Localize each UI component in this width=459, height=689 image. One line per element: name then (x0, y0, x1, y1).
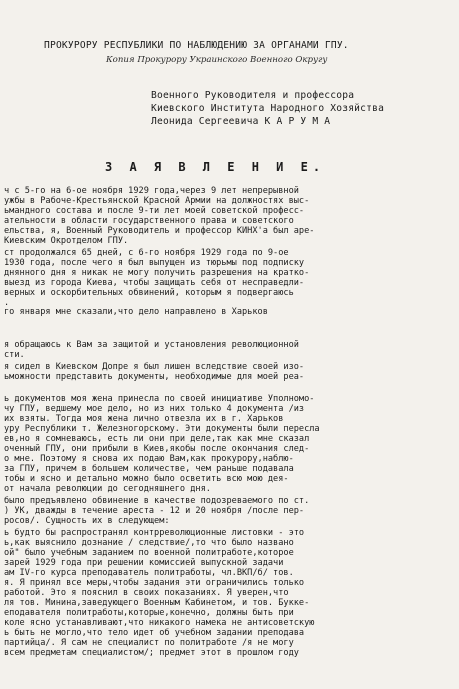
body-line: я обращаюсь к Вам за защитой и установления революционной (4, 340, 299, 350)
body-line: коле ясно устанавливают,что никакого намека не антисоветскую (4, 618, 315, 628)
body-line: ст продолжался 65 дней, с 6-го ноября 1929 года по 9-ое (4, 248, 289, 258)
body-line: днянного дня я никак не могу получить разрешения на кратко- (4, 268, 310, 278)
body-line: ь быть не могло,что тело идет об учебном задании преподава (4, 628, 305, 638)
body-line: всем предметам специалистом/; предмет этот в прошлом году (4, 648, 299, 658)
body-line: было предъявлено обвинение в качестве подозреваемого по ст. (4, 496, 310, 506)
body-line: тобы и ясно и детально можно было осветить всю мою дея- (4, 474, 289, 484)
body-line: я сидел в Киевском Допре я был лишен вследствие своей изо- (4, 362, 305, 372)
body-line: ательности в области государственного права и советского (4, 216, 294, 226)
sender-line-1: Военного Руководителя и профессора (151, 90, 355, 101)
body-line: ев,но я сомневаюсь, есть ли они при деле,так как мне сказал (4, 434, 310, 444)
document-title: З А Я В Л Е Н И Е. (105, 160, 326, 174)
body-line: ч с 5-го на 6-ое ноября 1929 года,через 9 лет непрерывной (4, 186, 299, 196)
body-line: Киевским Окротделом ГПУ. (4, 236, 129, 246)
body-line: я. Я принял все меры,чтобы задания эти ограничились только (4, 578, 305, 588)
body-line: работой. Это я пояснил в своих показаниях. Я уверен,что (4, 588, 289, 598)
body-line: уру Республики т. Железногорскому. Эти документы были пересла (4, 424, 320, 434)
handwritten-annotation: Копия Прокурору Украинского Военного Округу (106, 55, 328, 65)
addressee-line: ПРОКУРОРУ РЕСПУБЛИКИ ПО НАБЛЮДЕНИЮ ЗА ОРГАНАМИ ГПУ. (44, 40, 349, 51)
body-line: . (4, 298, 10, 308)
body-line: ой" было учебным заданием по военной политработе,которое (4, 548, 294, 558)
body-line: ) УК, дважды в течение ареста - 12 и 20 ноября /после пер- (4, 506, 305, 516)
body-line: выезд из города Киева, чтобы защищать себя от несправедли- (4, 278, 305, 288)
body-line: ь,как выяснило дознание / следствие/,то что было названо (4, 538, 294, 548)
body-line: ь документов моя жена принесла по своей инициативе Уполномо- (4, 394, 315, 404)
body-line: еподавателя политработы,которые,конечно, должны быть при (4, 608, 294, 618)
body-line: их взяты. Тогда моя жена лично отвезла их в г. Харьков (4, 414, 284, 424)
body-line: ля тов. Минина,заведующего Военным Кабинетом, и тов. Букке- (4, 598, 310, 608)
body-line: о мне. Поэтому я снова их подаю Вам,как прокурору,наблю- (4, 454, 294, 464)
body-line: 1930 года, после чего я был выпущен из тюрьмы под подписку (4, 258, 305, 268)
body-line: сти. (4, 350, 25, 360)
body-line: ьмандного состава и после 9-ти лет моей советской професс- (4, 206, 305, 216)
body-line: ам IV-го курса преподаватель политработы, чл.ВКП/б/ тов. (4, 568, 294, 578)
body-line: ьможности представить документы, необходимые для моей реа- (4, 372, 305, 382)
body-line: зарей 1929 года при решении комиссией выпускной задачи (4, 558, 284, 568)
body-line: ужбы в Рабоче-Крестьянской Красной Армии на должностях выс- (4, 196, 310, 206)
sender-line-2: Киевского Института Народного Хозяйства (151, 103, 385, 114)
body-line: ельства, я, Военный Руководитель и профессор КИНХ'а был аре- (4, 226, 315, 236)
sender-line-3: Леонида Сергеевича К А Р У М А (151, 116, 331, 127)
body-line: го января мне сказали,что дело направлено в Харьков (4, 307, 268, 317)
body-line: ь будто бы распространял контрреволюционные листовки - это (4, 528, 305, 538)
body-line: партийца/. Я сам не специалист по политработе /я не могу (4, 638, 294, 648)
body-line: за ГПУ, причем в большем количестве, чем раньше подавала (4, 464, 294, 474)
body-line: росов/. Сущность их в следующем: (4, 516, 170, 526)
body-line: оченный ГПУ, они прибыли в Киев,якобы после окончания след- (4, 444, 310, 454)
body-line: чу ГПУ, ведшему мое дело, но из них только 4 документа /из (4, 404, 305, 414)
body-line: от начала революции до сегодняшнего дня. (4, 484, 211, 494)
body-line: верных и оскорбительных обвинений, которым я подвергаюсь (4, 288, 294, 298)
